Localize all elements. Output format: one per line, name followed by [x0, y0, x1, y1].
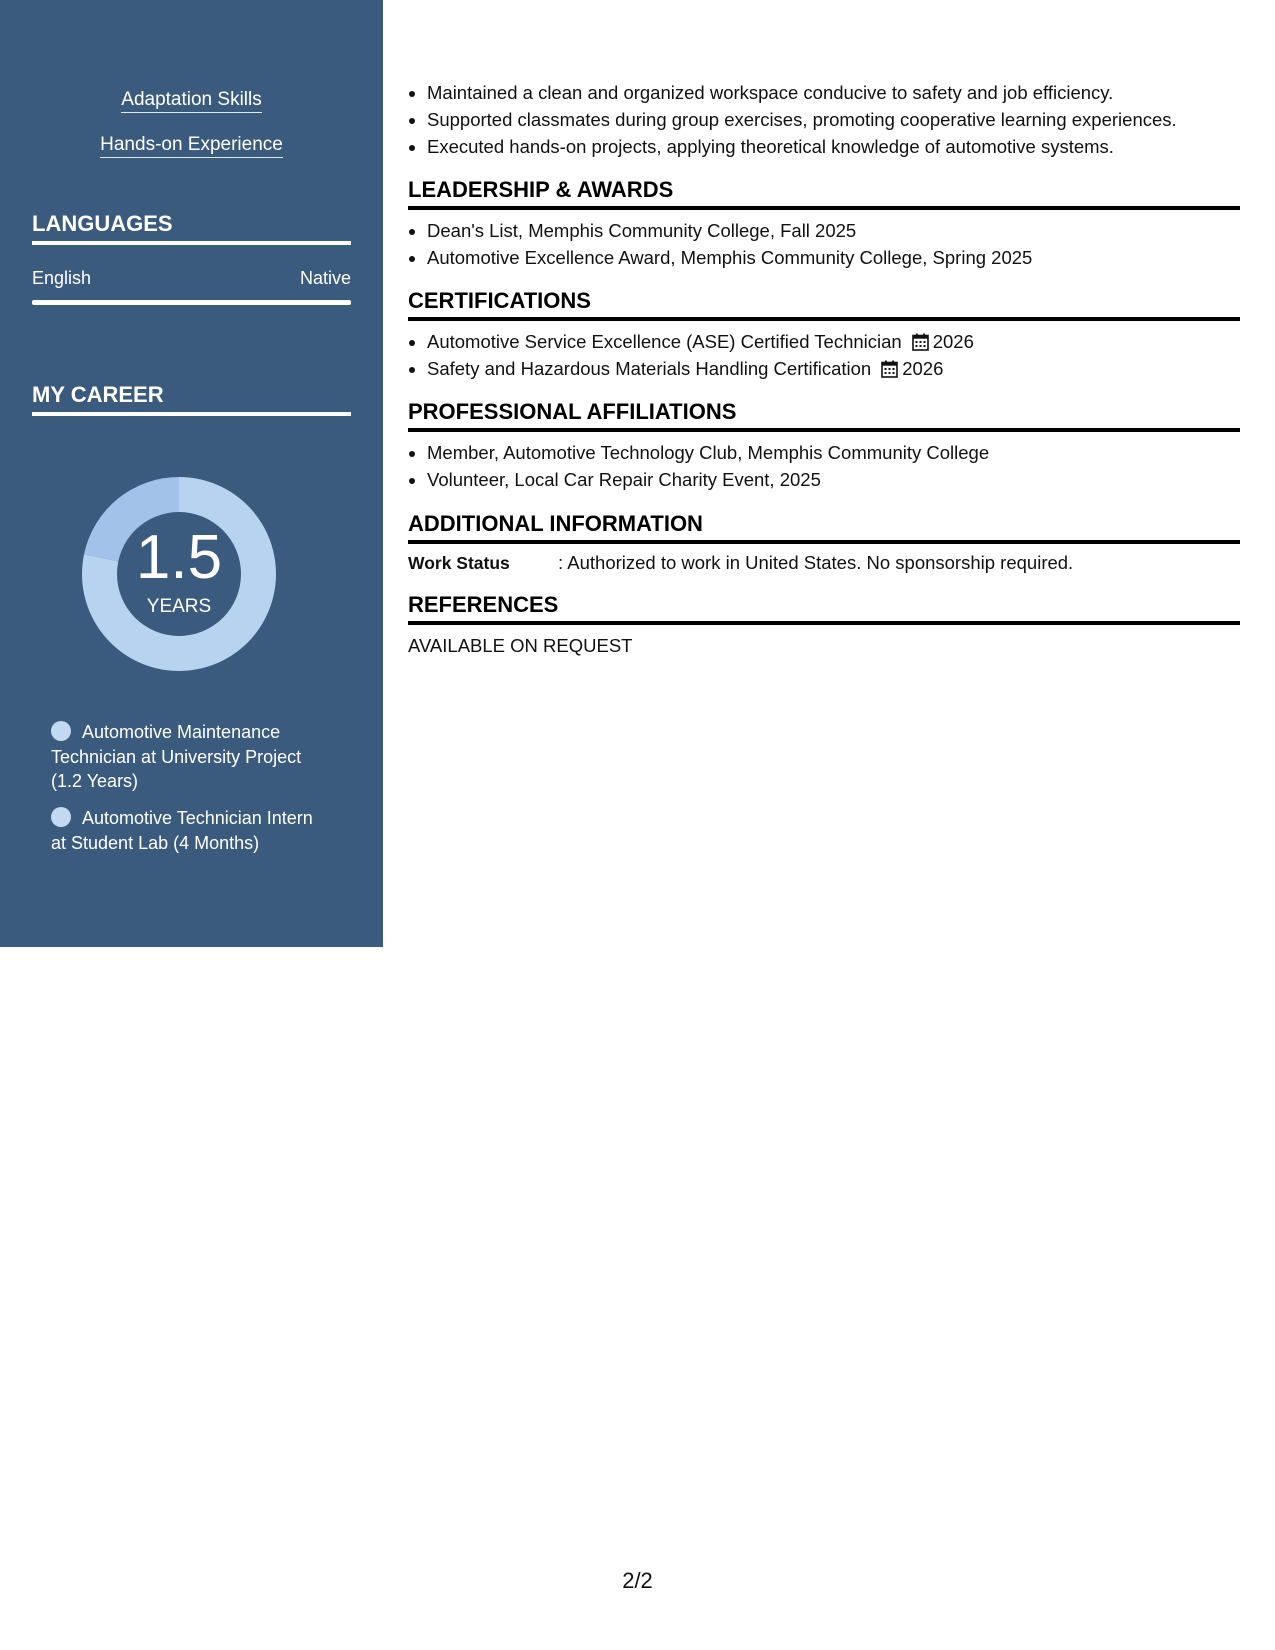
affiliations-list — [408, 439, 989, 493]
calendar-icon — [912, 333, 929, 351]
list-item: • Volunteer, Local Car Repair Charity Event, 2025 — [427, 466, 989, 493]
page-number: 2/2 — [622, 1568, 653, 1593]
list-item: • Executed hands-on projects, applying theoretical knowledge of automotive systems. — [427, 133, 1177, 160]
experience-bullets — [408, 79, 1177, 160]
legend-dot-icon — [51, 721, 71, 741]
certifications-heading: CERTIFICATIONS — [408, 288, 1240, 321]
language-name: English — [32, 268, 92, 288]
career-total-number: 1.5 — [135, 523, 223, 592]
certification-year: 2026 — [932, 331, 974, 352]
leadership-list — [408, 217, 1032, 271]
career-total-unit: YEARS — [146, 596, 212, 617]
list-item: • Dean's List, Memphis Community College, Fall 2025 — [427, 217, 1032, 244]
list-item: • Maintained a clean and organized workspace conducive to safety and job efficiency. — [427, 79, 1177, 106]
career-legend-item: Automotive Technician Intern at Student Lab (4 Months) — [51, 808, 313, 853]
certifications-list — [408, 328, 974, 382]
language-level-bar — [32, 300, 351, 305]
list-item: • Safety and Hazardous Materials Handling Certification 2026 — [427, 355, 974, 382]
sidebar — [0, 0, 383, 947]
affiliations-heading: PROFESSIONAL AFFILIATIONS — [408, 399, 1240, 432]
language-level: Native — [299, 268, 351, 288]
references-text: AVAILABLE ON REQUEST — [408, 635, 633, 656]
list-item: • Member, Automotive Technology Club, Memphis Community College — [427, 439, 989, 466]
list-item: • Automotive Excellence Award, Memphis Community College, Spring 2025 — [427, 244, 1032, 271]
language-row — [32, 267, 351, 289]
list-item: • Supported classmates during group exercises, promoting cooperative learning experiences. — [427, 106, 1177, 133]
languages-heading: LANGUAGES — [32, 211, 351, 245]
list-item: • Automotive Service Excellence (ASE) Certified Technician 2026 — [427, 328, 974, 355]
work-status-value: : Authorized to work in United States. No sponsorship required. — [558, 552, 1074, 573]
career-legend-item: Automotive Maintenance Technician at University Project (1.2 Years) — [51, 722, 302, 791]
calendar-icon — [881, 360, 898, 378]
references-heading: REFERENCES — [408, 592, 1240, 625]
work-status-row — [408, 551, 1240, 575]
additional-info-heading: ADDITIONAL INFORMATION — [408, 511, 1240, 544]
career-heading: MY CAREER — [32, 382, 351, 416]
skill-item: Adaptation Skills — [0, 88, 383, 112]
skill-item: Hands-on Experience — [0, 133, 383, 157]
legend-dot-icon — [51, 807, 71, 827]
certification-year: 2026 — [902, 358, 944, 379]
leadership-heading: LEADERSHIP & AWARDS — [408, 177, 1240, 210]
work-status-label: Work Status — [408, 553, 510, 573]
career-total — [64, 459, 294, 689]
